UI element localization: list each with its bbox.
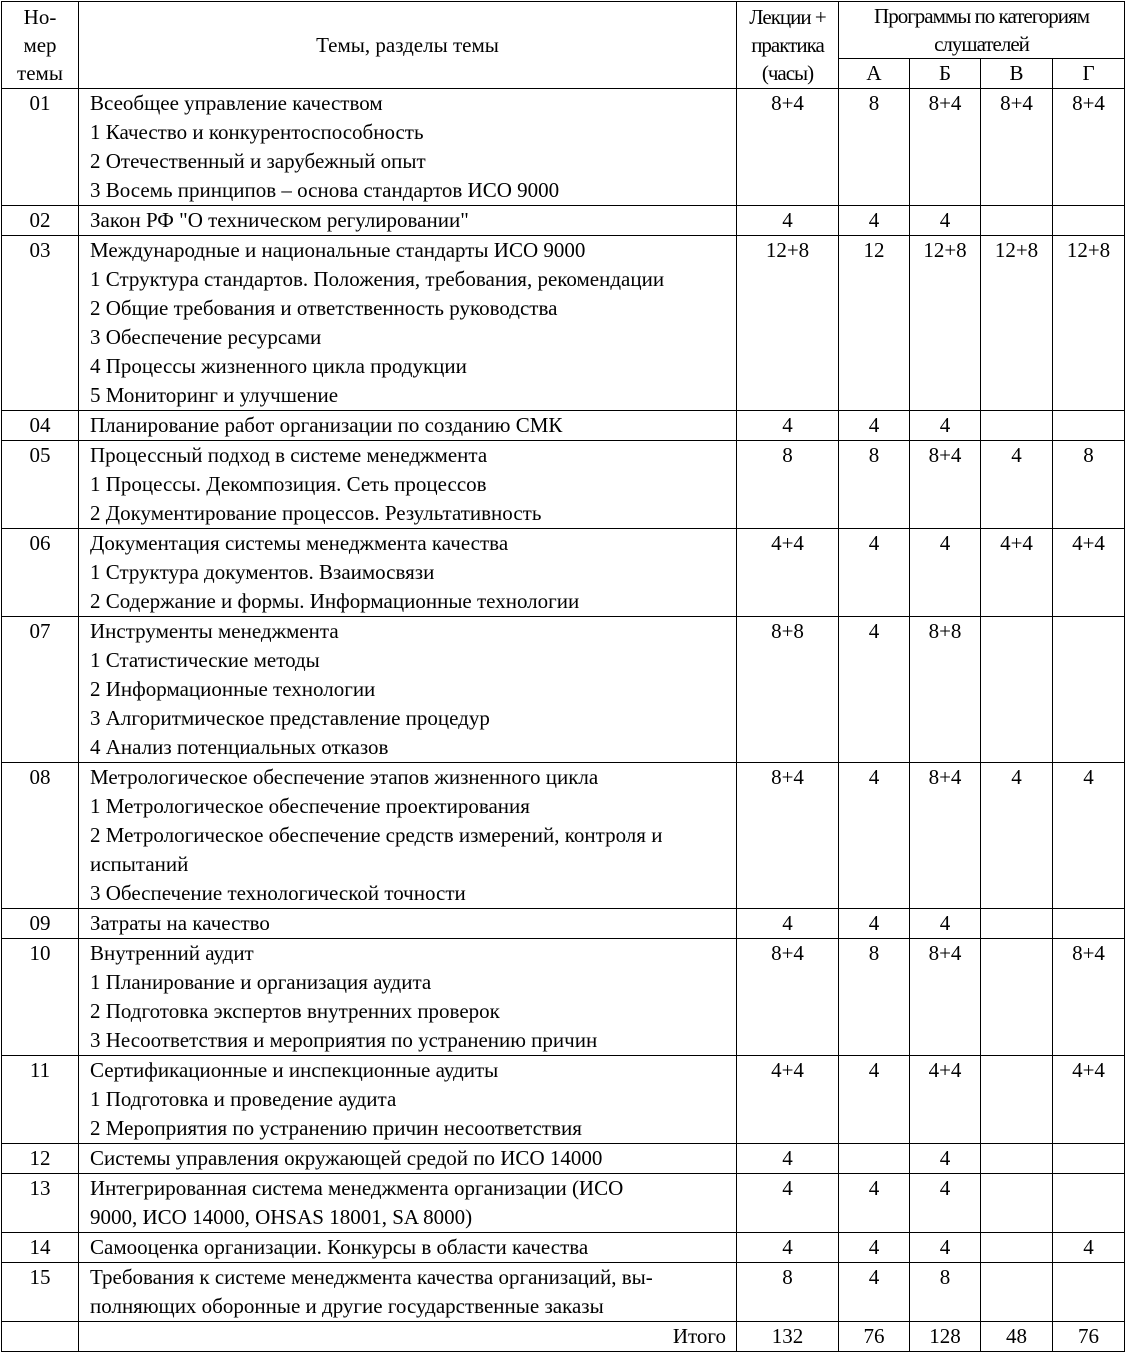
table-row xyxy=(2,763,1125,909)
category-g-cell: 4 xyxy=(1053,763,1125,909)
topic-section: 1 Статистические методы xyxy=(90,648,320,672)
category-g-cell: 8 xyxy=(1053,441,1125,529)
topic-section: 3 Алгоритмическое представление процедур xyxy=(90,706,490,730)
header-lectures: Лекции + практика (часы) xyxy=(737,2,839,89)
header-num: Но- мер темы xyxy=(2,2,79,89)
category-a-cell: 4 xyxy=(839,411,910,441)
total-category-v: 48 xyxy=(981,1322,1053,1352)
curriculum-table xyxy=(1,1,1125,1352)
topic-cell xyxy=(79,1263,737,1322)
topic-cell xyxy=(79,763,737,909)
category-g-cell: 8+4 xyxy=(1053,89,1125,206)
hours-cell: 4 xyxy=(737,1174,839,1233)
header-programs: Программы по категориям слушателей xyxy=(839,2,1125,59)
category-b-cell: 4 xyxy=(910,1233,981,1263)
topic-section: 2 Отечественный и зарубежный опыт xyxy=(90,149,426,173)
header-category-b: Б xyxy=(910,59,981,89)
category-g-cell xyxy=(1053,617,1125,763)
category-a-cell: 4 xyxy=(839,1056,910,1144)
header-category-a: А xyxy=(839,59,910,89)
topic-section: 4 Процессы жизненного цикла продукции xyxy=(90,354,467,378)
topic-number: 14 xyxy=(2,1233,79,1263)
table-row xyxy=(2,1056,1125,1144)
category-a-cell: 4 xyxy=(839,1233,910,1263)
category-a-cell: 4 xyxy=(839,909,910,939)
table-row xyxy=(2,529,1125,617)
category-g-cell: 12+8 xyxy=(1053,236,1125,411)
topic-number: 08 xyxy=(2,763,79,909)
topic-number: 12 xyxy=(2,1144,79,1174)
topic-cell xyxy=(79,1144,737,1174)
curriculum-table-container xyxy=(1,1,1125,1352)
category-b-cell: 8+4 xyxy=(910,441,981,529)
category-v-cell xyxy=(981,1233,1053,1263)
table-row xyxy=(2,909,1125,939)
header-category-v: В xyxy=(981,59,1053,89)
hours-cell: 8+4 xyxy=(737,763,839,909)
category-b-cell: 8+4 xyxy=(910,89,981,206)
topic-number: 13 xyxy=(2,1174,79,1233)
category-b-cell: 4+4 xyxy=(910,1056,981,1144)
topic-number: 10 xyxy=(2,939,79,1056)
category-b-cell: 12+8 xyxy=(910,236,981,411)
topic-title: Сертификационные и инспекционные аудиты xyxy=(90,1058,499,1082)
category-g-cell xyxy=(1053,206,1125,236)
topic-number: 02 xyxy=(2,206,79,236)
topic-number: 15 xyxy=(2,1263,79,1322)
category-v-cell xyxy=(981,206,1053,236)
hours-cell: 4 xyxy=(737,909,839,939)
category-b-cell: 8+8 xyxy=(910,617,981,763)
topic-number: 07 xyxy=(2,617,79,763)
category-b-cell: 8 xyxy=(910,1263,981,1322)
table-row xyxy=(2,617,1125,763)
topic-section: 5 Мониторинг и улучшение xyxy=(90,383,339,407)
topic-section: испытаний xyxy=(90,852,189,876)
topic-section: 2 Метрологическое обеспечение средств измерений, контроля и xyxy=(90,823,663,847)
topic-section: 2 Документирование процессов. Результативность xyxy=(90,501,542,525)
category-v-cell xyxy=(981,1056,1053,1144)
category-v-cell: 4 xyxy=(981,441,1053,529)
category-v-cell: 4+4 xyxy=(981,529,1053,617)
category-v-cell xyxy=(981,411,1053,441)
topic-section: 2 Информационные технологии xyxy=(90,677,376,701)
total-category-a: 76 xyxy=(839,1322,910,1352)
topic-title: Международные и национальные стандарты ИСО 9000 xyxy=(90,238,586,262)
table-row xyxy=(2,411,1125,441)
table-row xyxy=(2,1144,1125,1174)
category-v-cell xyxy=(981,909,1053,939)
category-a-cell: 4 xyxy=(839,617,910,763)
category-v-cell xyxy=(981,1174,1053,1233)
topic-cell xyxy=(79,89,737,206)
category-g-cell xyxy=(1053,1144,1125,1174)
category-a-cell: 4 xyxy=(839,763,910,909)
topic-title: Интегрированная система менеджмента организации (ИСО xyxy=(90,1176,624,1200)
topic-number: 01 xyxy=(2,89,79,206)
header-topic: Темы, разделы темы xyxy=(79,2,737,89)
topic-cell xyxy=(79,206,737,236)
topic-section: 3 Обеспечение технологической точности xyxy=(90,881,466,905)
category-b-cell: 4 xyxy=(910,1144,981,1174)
table-row xyxy=(2,206,1125,236)
category-g-cell: 8+4 xyxy=(1053,939,1125,1056)
topic-section: 3 Обеспечение ресурсами xyxy=(90,325,322,349)
category-a-cell: 4 xyxy=(839,206,910,236)
category-a-cell: 8 xyxy=(839,939,910,1056)
topic-cell xyxy=(79,617,737,763)
category-v-cell xyxy=(981,1263,1053,1322)
total-num-cell xyxy=(2,1322,79,1352)
hours-cell: 8+4 xyxy=(737,939,839,1056)
topic-section: 3 Восемь принципов – основа стандартов ИСО 9000 xyxy=(90,178,560,202)
topic-section: 4 Анализ потенциальных отказов xyxy=(90,735,389,759)
header-category-g: Г xyxy=(1053,59,1125,89)
category-b-cell: 4 xyxy=(910,411,981,441)
hours-cell: 12+8 xyxy=(737,236,839,411)
table-row xyxy=(2,1233,1125,1263)
category-g-cell xyxy=(1053,909,1125,939)
topic-title: Системы управления окружающей средой по ИСО 14000 xyxy=(90,1146,603,1170)
category-a-cell xyxy=(839,1144,910,1174)
category-a-cell: 8 xyxy=(839,441,910,529)
category-b-cell: 4 xyxy=(910,529,981,617)
topic-title: Планирование работ организации по созданию СМК xyxy=(90,413,563,437)
hours-cell: 4 xyxy=(737,206,839,236)
topic-number: 11 xyxy=(2,1056,79,1144)
category-v-cell xyxy=(981,617,1053,763)
topic-cell xyxy=(79,529,737,617)
table-row xyxy=(2,1263,1125,1322)
topic-number: 05 xyxy=(2,441,79,529)
category-a-cell: 4 xyxy=(839,529,910,617)
category-v-cell: 8+4 xyxy=(981,89,1053,206)
topic-section: 1 Подготовка и проведение аудита xyxy=(90,1087,397,1111)
topic-cell xyxy=(79,1233,737,1263)
topic-cell xyxy=(79,909,737,939)
category-a-cell: 8 xyxy=(839,89,910,206)
hours-cell: 4+4 xyxy=(737,1056,839,1144)
topic-cell xyxy=(79,939,737,1056)
category-g-cell: 4+4 xyxy=(1053,1056,1125,1144)
topic-title: Требования к системе менеджмента качества организаций, вы- xyxy=(90,1265,653,1289)
topic-number: 09 xyxy=(2,909,79,939)
hours-cell: 8 xyxy=(737,441,839,529)
topic-title: Внутренний аудит xyxy=(90,941,254,965)
category-v-cell: 4 xyxy=(981,763,1053,909)
total-category-g: 76 xyxy=(1053,1322,1125,1352)
topic-title: Процессный подход в системе менеджмента xyxy=(90,443,488,467)
topic-cell xyxy=(79,236,737,411)
topic-title: Самооценка организации. Конкурсы в области качества xyxy=(90,1235,589,1259)
category-g-cell: 4+4 xyxy=(1053,529,1125,617)
total-hours: 132 xyxy=(737,1322,839,1352)
category-v-cell: 12+8 xyxy=(981,236,1053,411)
category-b-cell: 8+4 xyxy=(910,763,981,909)
category-g-cell xyxy=(1053,1263,1125,1322)
topic-section: 2 Содержание и формы. Информационные технологии xyxy=(90,589,580,613)
category-v-cell xyxy=(981,939,1053,1056)
topic-section: 1 Планирование и организация аудита xyxy=(90,970,432,994)
table-body xyxy=(2,89,1125,1322)
total-category-b: 128 xyxy=(910,1322,981,1352)
category-b-cell: 4 xyxy=(910,206,981,236)
hours-cell: 8+8 xyxy=(737,617,839,763)
total-row xyxy=(2,1322,1125,1352)
topic-section: 3 Несоответствия и мероприятия по устранению причин xyxy=(90,1028,598,1052)
topic-title: Закон РФ "О техническом регулировании" xyxy=(90,208,469,232)
topic-section: 1 Процессы. Декомпозиция. Сеть процессов xyxy=(90,472,487,496)
table-row xyxy=(2,441,1125,529)
topic-section: 1 Метрологическое обеспечение проектирования xyxy=(90,794,530,818)
table-header xyxy=(2,2,1125,89)
hours-cell: 4 xyxy=(737,1144,839,1174)
category-b-cell: 4 xyxy=(910,909,981,939)
table-row xyxy=(2,89,1125,206)
topic-number: 03 xyxy=(2,236,79,411)
category-a-cell: 4 xyxy=(839,1174,910,1233)
topic-title: Документация системы менеджмента качества xyxy=(90,531,509,555)
topic-cell xyxy=(79,411,737,441)
hours-cell: 4 xyxy=(737,411,839,441)
topic-cell xyxy=(79,441,737,529)
category-b-cell: 8+4 xyxy=(910,939,981,1056)
topic-section: 1 Структура стандартов. Положения, требования, рекомендации xyxy=(90,267,665,291)
topic-number: 04 xyxy=(2,411,79,441)
topic-section: 1 Структура документов. Взаимосвязи xyxy=(90,560,435,584)
topic-section: 2 Подготовка экспертов внутренних проверок xyxy=(90,999,500,1023)
table-row xyxy=(2,236,1125,411)
hours-cell: 4 xyxy=(737,1233,839,1263)
table-row xyxy=(2,939,1125,1056)
topic-section: 2 Мероприятия по устранению причин несоответствия xyxy=(90,1116,582,1140)
topic-section: полняющих оборонные и другие государственные заказы xyxy=(90,1294,604,1318)
topic-cell xyxy=(79,1056,737,1144)
topic-title: Затраты на качество xyxy=(90,911,270,935)
topic-number: 06 xyxy=(2,529,79,617)
category-v-cell xyxy=(981,1144,1053,1174)
total-label: Итого xyxy=(79,1322,737,1352)
hours-cell: 4+4 xyxy=(737,529,839,617)
table-row xyxy=(2,1174,1125,1233)
category-a-cell: 4 xyxy=(839,1263,910,1322)
category-g-cell xyxy=(1053,1174,1125,1233)
category-a-cell: 12 xyxy=(839,236,910,411)
topic-title: Всеобщее управление качеством xyxy=(90,91,383,115)
category-b-cell: 4 xyxy=(910,1174,981,1233)
topic-section: 2 Общие требования и ответственность руководства xyxy=(90,296,558,320)
topic-section: 9000, ИСО 14000, OHSAS 18001, SA 8000) xyxy=(90,1205,473,1229)
category-g-cell: 4 xyxy=(1053,1233,1125,1263)
topic-cell xyxy=(79,1174,737,1233)
category-g-cell xyxy=(1053,411,1125,441)
topic-section: 1 Качество и конкурентоспособность xyxy=(90,120,424,144)
topic-title: Метрологическое обеспечение этапов жизненного цикла xyxy=(90,765,599,789)
hours-cell: 8 xyxy=(737,1263,839,1322)
hours-cell: 8+4 xyxy=(737,89,839,206)
topic-title: Инструменты менеджмента xyxy=(90,619,339,643)
